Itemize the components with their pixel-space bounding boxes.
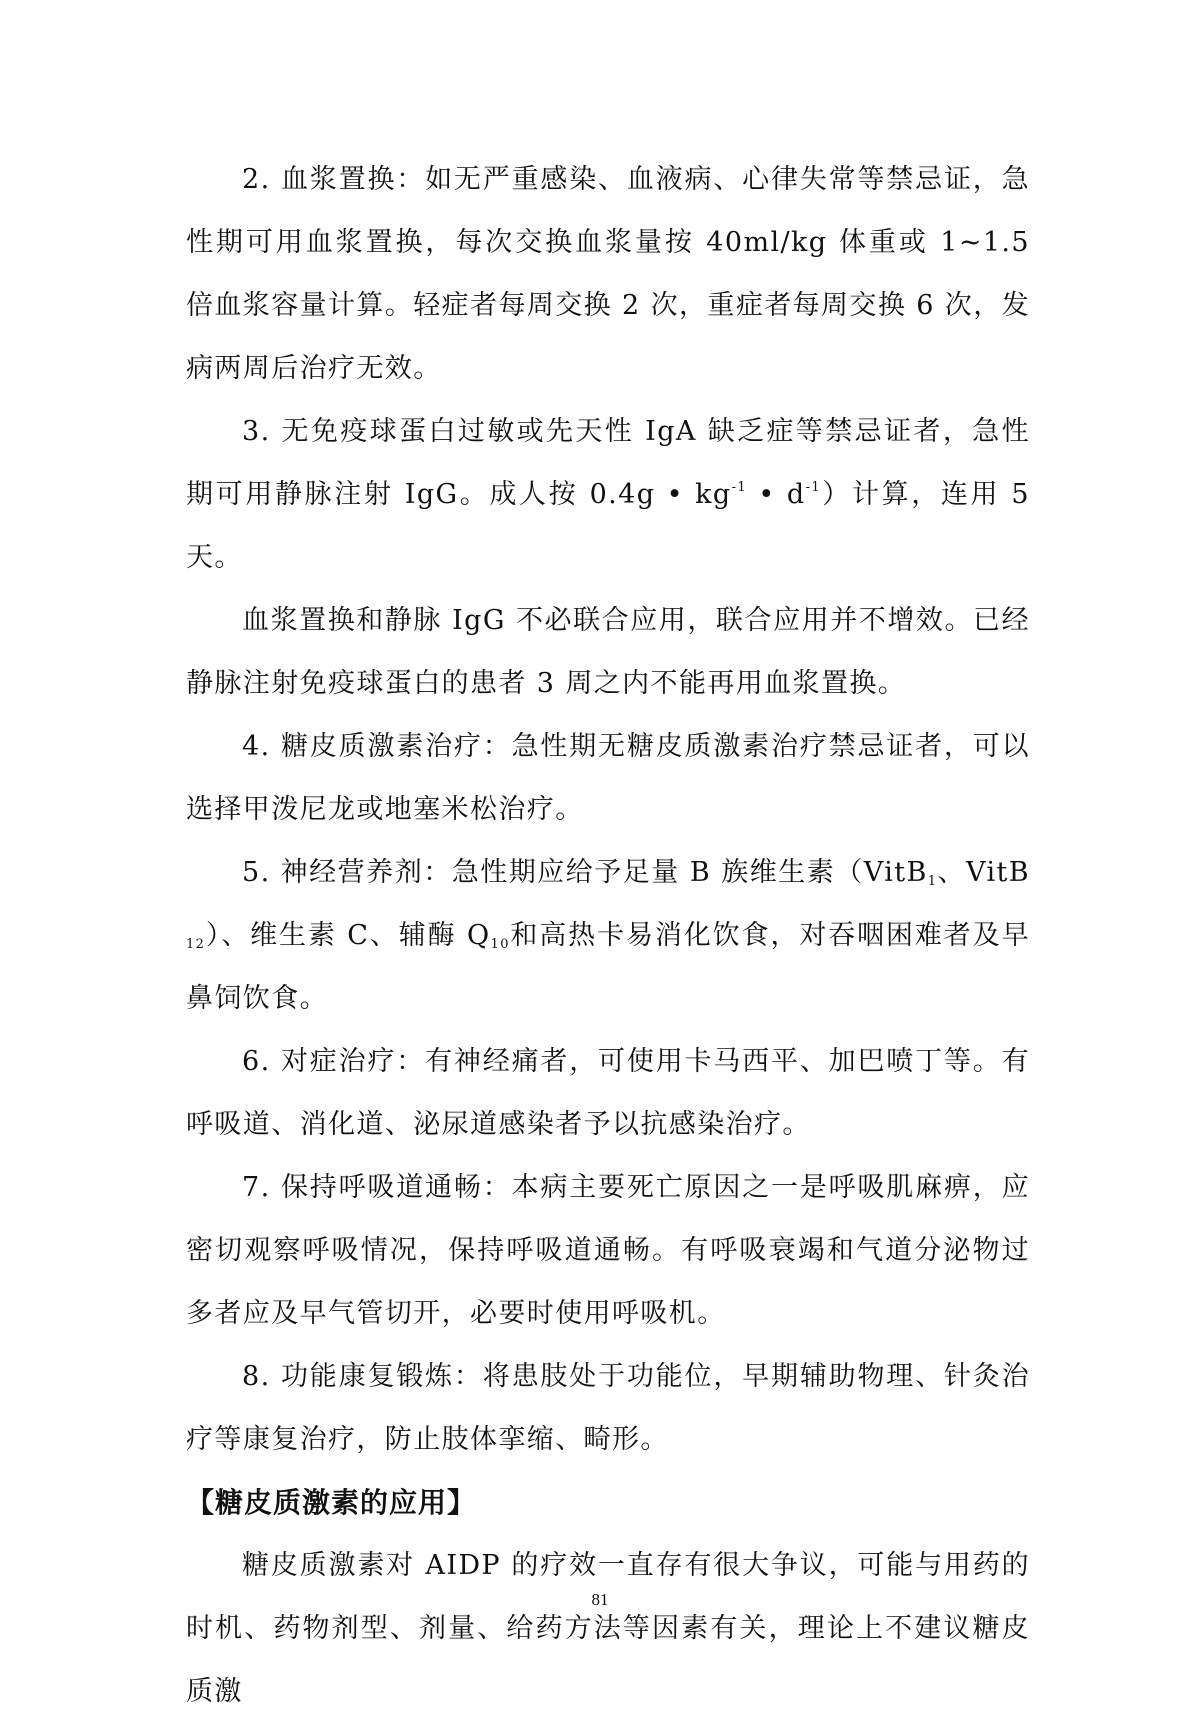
paragraph-plasma-exchange: 2. 血浆置换：如无严重感染、血液病、心律失常等禁忌证，急性期可用血浆置换，每次交换血浆量按 40ml/kg 体重或 1~1.5 倍血浆容量计算。轻症者每周交换 2 次，重症者每周交换 6 次，发病两周后治疗无效。 xyxy=(186,164,1030,384)
paragraph-glucocorticoid-treatment: 4. 糖皮质激素治疗：急性期无糖皮质激素治疗禁忌证者，可以选择甲泼尼龙或地塞米松治疗。 xyxy=(186,731,1030,825)
neuro-text-d: 和高热卡易消化饮食，对吞咽困难者及早鼻饲饮食。 xyxy=(186,920,1030,1014)
paragraph-glucocorticoid-controversy: 糖皮质激素对 AIDP 的疗效一直存有很大争议，可能与用药的时机、药物剂型、剂量、给药方法等因素有关，理论上不建议糖皮质激 xyxy=(186,1550,1030,1707)
paragraph-airway: 7. 保持呼吸道通畅：本病主要死亡原因之一是呼吸肌麻痹，应密切观察呼吸情况，保持呼吸道通畅。有呼吸衰竭和气道分泌物过多者应及早气管切开，必要时使用呼吸机。 xyxy=(186,1172,1030,1329)
paragraph-symptomatic: 6. 对症治疗：有神经痛者，可使用卡马西平、加巴喷丁等。有呼吸道、消化道、泌尿道感染者予以抗感染治疗。 xyxy=(186,1046,1030,1140)
neuro-text-b: 、VitB xyxy=(937,857,1030,888)
section-heading-glucocorticoid: 【糖皮质激素的应用】 xyxy=(186,1486,477,1519)
paragraph-neurotrophic xyxy=(186,841,1030,1030)
ivig-text-b: • d xyxy=(747,479,806,510)
neuro-sub-b12: 12 xyxy=(186,937,206,952)
ivig-text-c: ）计算，连用 5 天。 xyxy=(186,479,1030,573)
paragraph-combination-note: 血浆置换和静脉 IgG 不必联合应用，联合应用并不增效。已经静脉注射免疫球蛋白的患者 3 周之内不能再用血浆置换。 xyxy=(186,605,1030,699)
paragraph-rehabilitation: 8. 功能康复锻炼：将患肢处于功能位，早期辅助物理、针灸治疗等康复治疗，防止肢体挛缩、畸形。 xyxy=(186,1361,1030,1455)
neuro-text-c: ）、维生素 C、辅酶 Q xyxy=(205,920,491,951)
ivig-sup-d: -1 xyxy=(805,480,822,495)
ivig-text-a: 3. 无免疫球蛋白过敏或先天性 IgA 缺乏症等禁忌证者，急性期可用静脉注射 IgG。成人按 0.4g • kg xyxy=(186,416,1030,510)
neuro-text-a: 5. 神经营养剂：急性期应给予足量 B 族维生素（VitB xyxy=(242,857,928,888)
neuro-sub-b1: 1 xyxy=(927,874,938,889)
neuro-sub-q10: 10 xyxy=(490,937,510,952)
page-number: 81 xyxy=(591,1590,609,1609)
page-content xyxy=(186,148,1030,1723)
ivig-sup-kg: -1 xyxy=(731,480,748,495)
paragraph-ivig xyxy=(186,400,1030,589)
